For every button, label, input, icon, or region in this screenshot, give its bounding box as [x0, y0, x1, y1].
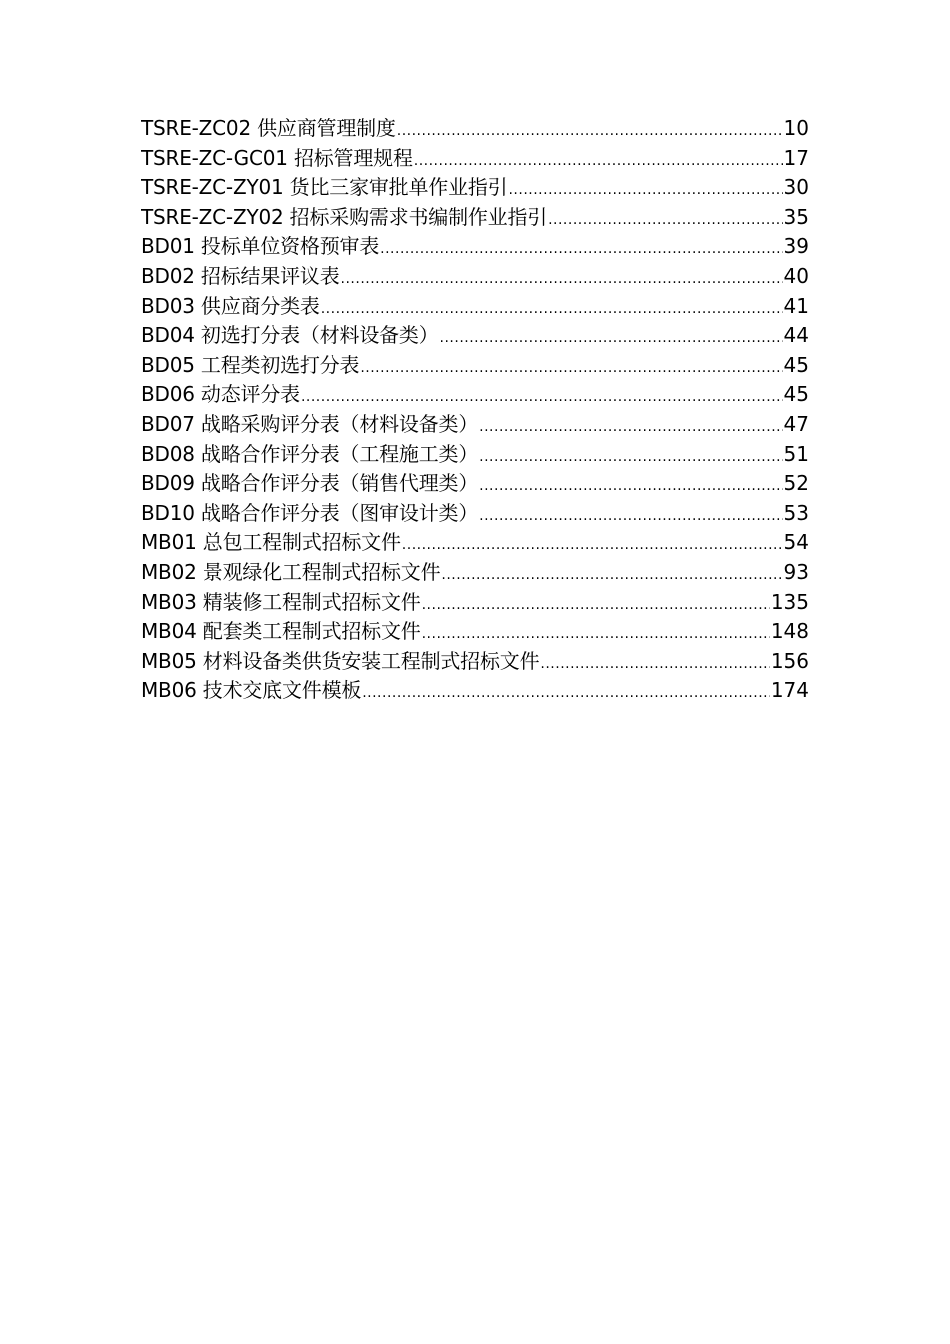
toc-entry-title: MB03 精装修工程制式招标文件 [141, 589, 421, 614]
toc-entry-page: 45 [783, 352, 809, 377]
toc-entry-page: 148 [770, 619, 809, 644]
toc-entry[interactable] [141, 588, 809, 618]
toc-entry-title: BD08 战略合作评分表（工程施工类） [141, 441, 479, 466]
toc-entry[interactable] [141, 558, 809, 588]
toc-entry[interactable] [141, 292, 809, 322]
toc-entry[interactable] [141, 410, 809, 440]
toc-entry-title: BD03 供应商分类表 [141, 293, 320, 318]
toc-entry[interactable] [141, 262, 809, 292]
toc-entry[interactable] [141, 499, 809, 529]
toc-entry-title: TSRE-ZC02 供应商管理制度 [141, 116, 396, 140]
table-of-contents [141, 114, 809, 706]
toc-entry-page: 17 [783, 145, 809, 170]
toc-entry[interactable] [141, 380, 809, 410]
toc-entry-page: 174 [770, 678, 809, 703]
toc-entry[interactable] [141, 617, 809, 647]
toc-entry-title: BD01 投标单位资格预审表 [141, 234, 380, 259]
toc-entry[interactable] [141, 647, 809, 677]
toc-entry-title: BD06 动态评分表 [141, 382, 300, 407]
toc-entry-title: TSRE-ZC-ZY02 招标采购需求书编制作业指引 [141, 204, 548, 229]
toc-dot-leader [341, 265, 783, 292]
toc-entry[interactable] [141, 173, 809, 203]
toc-entry-title: MB01 总包工程制式招标文件 [141, 530, 401, 555]
toc-dot-leader [440, 324, 783, 351]
toc-entry-title: TSRE-ZC-GC01 招标管理规程 [141, 145, 413, 170]
toc-entry-title: BD04 初选打分表（材料设备类） [141, 323, 439, 348]
toc-entry[interactable] [141, 232, 809, 262]
toc-dot-leader [422, 620, 770, 647]
toc-dot-leader [479, 443, 782, 470]
toc-entry-page: 39 [783, 234, 809, 259]
toc-dot-leader [402, 531, 783, 558]
toc-dot-leader [479, 502, 782, 529]
toc-entry[interactable] [141, 203, 809, 233]
toc-entry-page: 156 [770, 648, 809, 673]
toc-entry-page: 30 [783, 175, 809, 200]
toc-entry-page: 44 [783, 323, 809, 348]
toc-dot-leader [540, 650, 769, 677]
toc-entry-page: 47 [783, 411, 809, 436]
toc-entry[interactable] [141, 469, 809, 499]
toc-dot-leader [414, 147, 783, 174]
toc-entry-title: MB05 材料设备类供货安装工程制式招标文件 [141, 648, 540, 673]
toc-entry-title: BD02 招标结果评议表 [141, 263, 340, 288]
toc-dot-leader [479, 413, 782, 440]
toc-entry-page: 53 [783, 500, 809, 525]
toc-entry-title: MB04 配套类工程制式招标文件 [141, 619, 421, 644]
toc-entry[interactable] [141, 528, 809, 558]
toc-dot-leader [508, 176, 782, 203]
toc-entry-title: BD10 战略合作评分表（图审设计类） [141, 500, 479, 525]
toc-dot-leader [301, 383, 783, 410]
toc-dot-leader [548, 206, 782, 233]
toc-dot-leader [397, 117, 783, 144]
toc-entry-page: 135 [770, 589, 809, 614]
toc-entry-title: BD05 工程类初选打分表 [141, 352, 360, 377]
toc-entry-page: 40 [783, 263, 809, 288]
toc-dot-leader [360, 354, 782, 381]
toc-entry-page: 10 [783, 116, 809, 140]
toc-entry-title: BD07 战略采购评分表（材料设备类） [141, 411, 479, 436]
toc-entry-page: 93 [783, 559, 809, 584]
toc-entry-page: 51 [783, 441, 809, 466]
toc-entry[interactable] [141, 440, 809, 470]
toc-entry[interactable] [141, 114, 809, 144]
toc-dot-leader [321, 295, 783, 322]
toc-entry-title: MB02 景观绿化工程制式招标文件 [141, 559, 441, 584]
toc-dot-leader [422, 591, 770, 618]
toc-entry-title: BD09 战略合作评分表（销售代理类） [141, 471, 479, 496]
toc-entry[interactable] [141, 144, 809, 174]
toc-entry[interactable] [141, 351, 809, 381]
toc-entry-page: 35 [783, 204, 809, 229]
toc-entry[interactable] [141, 676, 809, 706]
toc-entry[interactable] [141, 321, 809, 351]
toc-entry-title: MB06 技术交底文件模板 [141, 678, 362, 703]
toc-entry-page: 54 [783, 530, 809, 555]
toc-entry-page: 52 [783, 471, 809, 496]
toc-entry-page: 45 [783, 382, 809, 407]
toc-dot-leader [441, 561, 782, 588]
toc-dot-leader [479, 472, 782, 499]
toc-entry-title: TSRE-ZC-ZY01 货比三家审批单作业指引 [141, 175, 508, 200]
toc-entry-page: 41 [783, 293, 809, 318]
toc-dot-leader [362, 679, 770, 706]
toc-dot-leader [380, 235, 782, 262]
